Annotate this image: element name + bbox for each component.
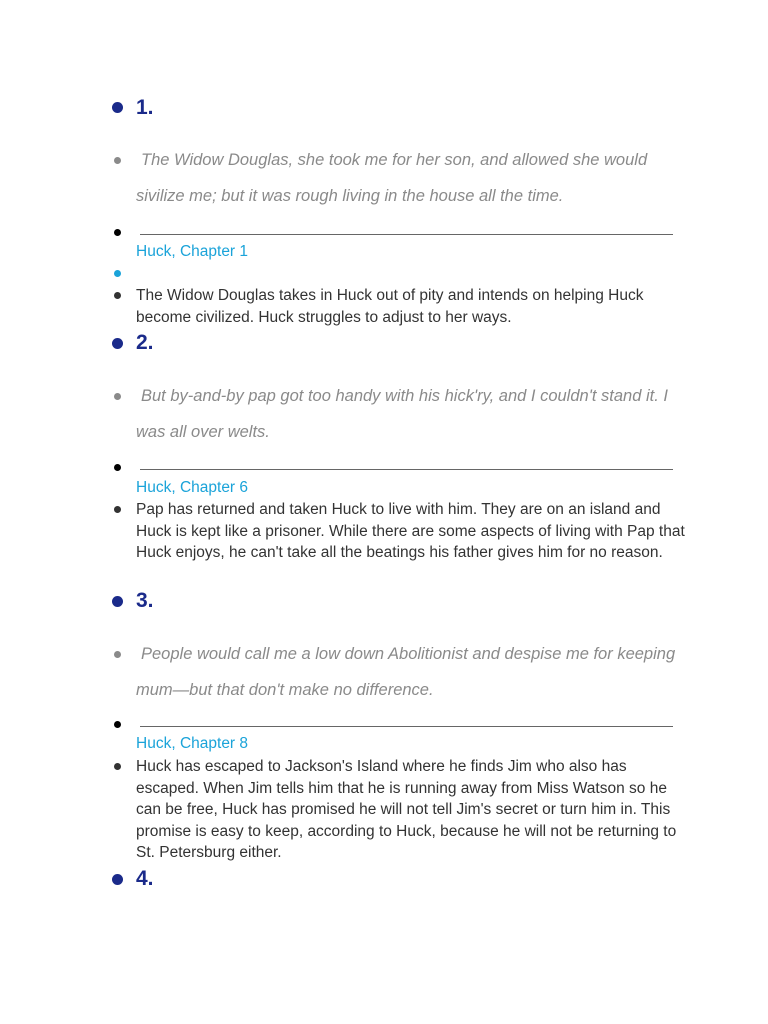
number-bullet-3	[112, 596, 123, 607]
summary-bullet-3	[114, 763, 121, 770]
item-number-4: 4.	[136, 867, 154, 890]
summary-3: Huck has escaped to Jackson's Island where he finds Jim who also has escaped. When Jim tells him that he is running away from Miss Watson so he can be free, Huck has promised he will not tell Jim's secret or turn him in. This promise is easy to keep, according to Huck, because he will not be returning to St. Petersburg either.	[136, 758, 677, 861]
rule-bullet-3	[114, 721, 121, 728]
chapter-link-2[interactable]: Chapter 6	[179, 479, 249, 496]
citation-2	[136, 478, 248, 498]
summary-bullet-1	[114, 292, 121, 299]
rule-bullet-2	[114, 464, 121, 471]
citation-3	[136, 734, 248, 754]
speaker-link-3[interactable]: Huck	[136, 735, 172, 752]
summary-2: Pap has returned and taken Huck to live with him. They are on an island and Huck is kept like a prisoner. While there are some aspects of living with Pap that Huck enjoys, he can't take all the beatings his father gives him for no reason.	[136, 501, 685, 561]
chapter-link-1[interactable]: Chapter 1	[179, 243, 249, 260]
item-number-1: 1.	[136, 96, 154, 119]
empty-bullet-1	[114, 270, 121, 277]
item-number-2: 2.	[136, 331, 154, 354]
speaker-link-1[interactable]: Huck	[136, 243, 172, 260]
number-bullet-1	[112, 102, 123, 113]
quote-1: The Widow Douglas, she took me for her son, and allowed she would sivilize me; but it was rough living in the house all the time.	[136, 151, 648, 205]
number-bullet-2	[112, 338, 123, 349]
citation-1	[136, 242, 248, 262]
summary-1: The Widow Douglas takes in Huck out of pity and intends on helping Huck become civilized. Huck struggles to adjust to her ways.	[136, 287, 644, 326]
quote-bullet-2	[114, 393, 121, 400]
divider-2	[140, 469, 673, 470]
quote-3: People would call me a low down Abolitionist and despise me for keeping mum—but that don't make no difference.	[136, 645, 676, 699]
quote-bullet-1	[114, 157, 121, 164]
divider-3	[140, 726, 673, 727]
quote-2: But by-and-by pap got too handy with his hick'ry, and I couldn't stand it. I was all over welts.	[136, 387, 668, 441]
number-bullet-4	[112, 874, 123, 885]
speaker-link-2[interactable]: Huck	[136, 479, 172, 496]
citation-separator-3: ,	[171, 735, 180, 752]
citation-separator-1: ,	[171, 243, 180, 260]
divider-1	[140, 234, 673, 235]
quote-bullet-3	[114, 651, 121, 658]
chapter-link-3[interactable]: Chapter 8	[179, 735, 249, 752]
rule-bullet-1	[114, 229, 121, 236]
summary-bullet-2	[114, 506, 121, 513]
item-number-3: 3.	[136, 589, 154, 612]
citation-separator-2: ,	[171, 479, 180, 496]
